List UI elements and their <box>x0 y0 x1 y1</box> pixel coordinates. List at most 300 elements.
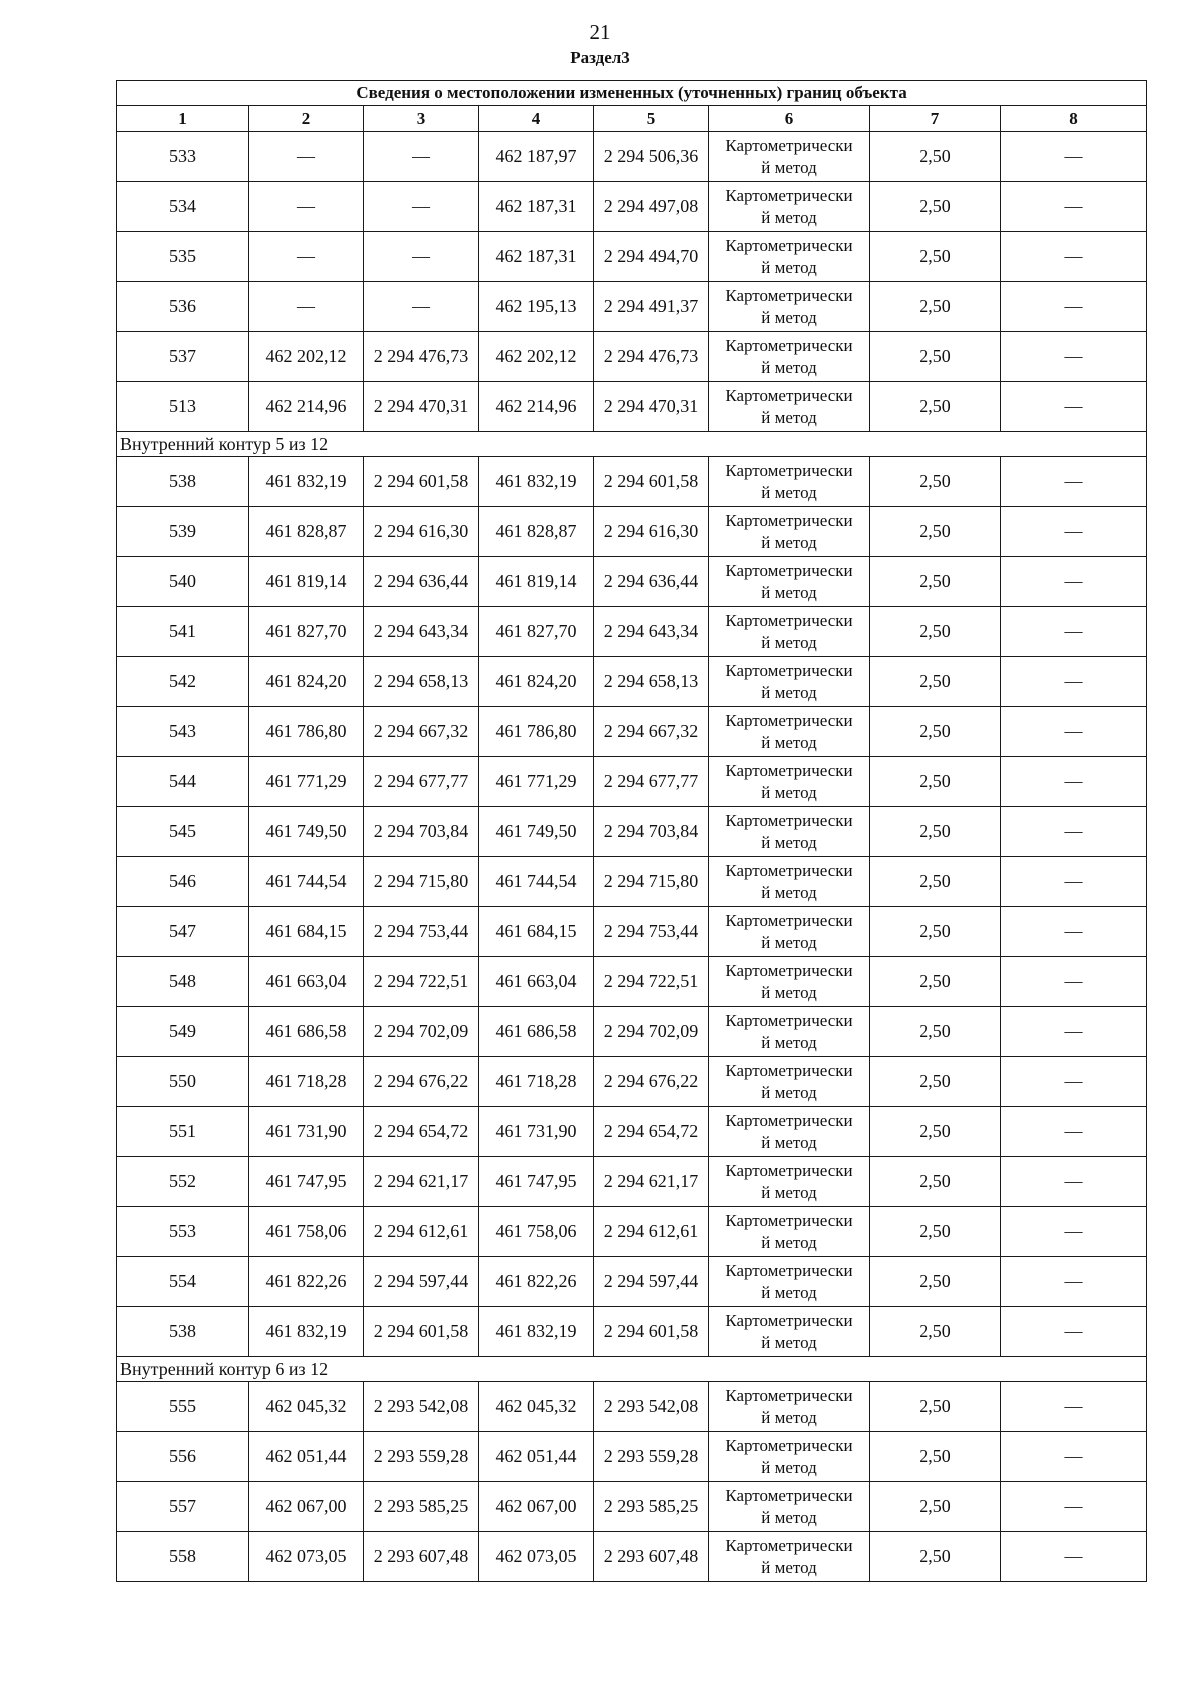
method-text-line1: Картометрически <box>725 1260 853 1280</box>
method-text-line2: й метод <box>761 732 817 752</box>
point-number-cell: 554 <box>117 1257 249 1307</box>
method-cell <box>709 1482 870 1532</box>
old-y-cell: 2 293 559,28 <box>364 1432 479 1482</box>
method-text-line2: й метод <box>761 407 817 427</box>
method-cell <box>709 232 870 282</box>
old-x-cell: 461 827,70 <box>249 607 364 657</box>
point-number-cell: 538 <box>117 1307 249 1357</box>
old-x-cell: 461 744,54 <box>249 857 364 907</box>
method-cell <box>709 1107 870 1157</box>
new-x-cell: 461 758,06 <box>479 1207 594 1257</box>
table-row <box>117 507 1147 557</box>
accuracy-cell: 2,50 <box>870 232 1001 282</box>
method-cell <box>709 857 870 907</box>
accuracy-cell: 2,50 <box>870 1532 1001 1582</box>
accuracy-cell: 2,50 <box>870 557 1001 607</box>
column-number: 8 <box>1001 106 1147 132</box>
point-number-cell: 551 <box>117 1107 249 1157</box>
old-x-cell: 461 832,19 <box>249 457 364 507</box>
method-text-line2: й метод <box>761 832 817 852</box>
accuracy-cell: 2,50 <box>870 1107 1001 1157</box>
contour-label: Внутренний контур 5 из 12 <box>117 432 1147 457</box>
table-row <box>117 807 1147 857</box>
method-text-line2: й метод <box>761 1457 817 1477</box>
new-y-cell: 2 294 636,44 <box>594 557 709 607</box>
method-cell <box>709 332 870 382</box>
method-text-line2: й метод <box>761 1132 817 1152</box>
old-x-cell: 461 824,20 <box>249 657 364 707</box>
new-y-cell: 2 294 601,58 <box>594 1307 709 1357</box>
point-number-cell: 550 <box>117 1057 249 1107</box>
method-cell <box>709 657 870 707</box>
method-text-line2: й метод <box>761 1507 817 1527</box>
method-text-line1: Картометрически <box>725 135 853 155</box>
table-row <box>117 1107 1147 1157</box>
method-text-line1: Картометрически <box>725 460 853 480</box>
method-text-line2: й метод <box>761 257 817 277</box>
new-x-cell: 462 187,31 <box>479 182 594 232</box>
old-y-cell: 2 294 722,51 <box>364 957 479 1007</box>
old-y-cell: 2 294 753,44 <box>364 907 479 957</box>
new-y-cell: 2 294 476,73 <box>594 332 709 382</box>
method-text-line2: й метод <box>761 307 817 327</box>
old-y-cell: 2 294 676,22 <box>364 1057 479 1107</box>
accuracy-cell: 2,50 <box>870 1382 1001 1432</box>
old-x-cell: 461 749,50 <box>249 807 364 857</box>
method-cell <box>709 1057 870 1107</box>
new-x-cell: 461 824,20 <box>479 657 594 707</box>
description-cell: — <box>1001 1157 1147 1207</box>
point-number-cell: 552 <box>117 1157 249 1207</box>
description-cell: — <box>1001 657 1147 707</box>
method-cell <box>709 1432 870 1482</box>
new-y-cell: 2 293 542,08 <box>594 1382 709 1432</box>
old-x-cell: 461 686,58 <box>249 1007 364 1057</box>
new-y-cell: 2 294 702,09 <box>594 1007 709 1057</box>
point-number-cell: 547 <box>117 907 249 957</box>
method-text-line2: й метод <box>761 1082 817 1102</box>
method-cell <box>709 282 870 332</box>
method-text-line1: Картометрически <box>725 335 853 355</box>
section-label: Раздел3 <box>570 48 630 67</box>
method-text-line1: Картометрически <box>725 185 853 205</box>
old-x-cell: 462 214,96 <box>249 382 364 432</box>
new-y-cell: 2 293 559,28 <box>594 1432 709 1482</box>
old-x-cell: 462 067,00 <box>249 1482 364 1532</box>
method-text-line2: й метод <box>761 982 817 1002</box>
new-x-cell: 461 819,14 <box>479 557 594 607</box>
old-x-cell: 461 684,15 <box>249 907 364 957</box>
table-row <box>117 1007 1147 1057</box>
method-cell <box>709 132 870 182</box>
table-row <box>117 1482 1147 1532</box>
method-text-line2: й метод <box>761 632 817 652</box>
new-x-cell: 462 073,05 <box>479 1532 594 1582</box>
point-number-cell: 536 <box>117 282 249 332</box>
new-x-cell: 461 832,19 <box>479 1307 594 1357</box>
new-y-cell: 2 294 506,36 <box>594 132 709 182</box>
point-number-cell: 542 <box>117 657 249 707</box>
new-x-cell: 462 187,31 <box>479 232 594 282</box>
contour-header-row <box>117 1357 1147 1382</box>
table-row <box>117 1432 1147 1482</box>
new-x-cell: 462 067,00 <box>479 1482 594 1532</box>
description-cell: — <box>1001 1007 1147 1057</box>
method-cell <box>709 1382 870 1432</box>
description-cell: — <box>1001 1057 1147 1107</box>
old-x-cell: — <box>249 282 364 332</box>
point-number-cell: 545 <box>117 807 249 857</box>
table-row <box>117 607 1147 657</box>
old-y-cell: 2 294 476,73 <box>364 332 479 382</box>
old-y-cell: 2 293 542,08 <box>364 1382 479 1432</box>
new-x-cell: 461 684,15 <box>479 907 594 957</box>
column-number: 2 <box>249 106 364 132</box>
table-row <box>117 457 1147 507</box>
old-x-cell: 462 073,05 <box>249 1532 364 1582</box>
accuracy-cell: 2,50 <box>870 457 1001 507</box>
method-text-line1: Картометрически <box>725 1060 853 1080</box>
old-y-cell: — <box>364 282 479 332</box>
method-text-line1: Картометрически <box>725 235 853 255</box>
method-text-line2: й метод <box>761 782 817 802</box>
new-x-cell: 462 202,12 <box>479 332 594 382</box>
old-y-cell: 2 294 601,58 <box>364 1307 479 1357</box>
column-number: 3 <box>364 106 479 132</box>
method-cell <box>709 757 870 807</box>
old-x-cell: 461 786,80 <box>249 707 364 757</box>
contour-label: Внутренний контур 6 из 12 <box>117 1357 1147 1382</box>
accuracy-cell: 2,50 <box>870 382 1001 432</box>
table-row <box>117 282 1147 332</box>
old-x-cell: 462 045,32 <box>249 1382 364 1432</box>
old-x-cell: 461 663,04 <box>249 957 364 1007</box>
point-number-cell: 533 <box>117 132 249 182</box>
new-x-cell: 461 828,87 <box>479 507 594 557</box>
old-x-cell: 462 051,44 <box>249 1432 364 1482</box>
description-cell: — <box>1001 282 1147 332</box>
new-x-cell: 461 822,26 <box>479 1257 594 1307</box>
accuracy-cell: 2,50 <box>870 182 1001 232</box>
point-number-cell: 534 <box>117 182 249 232</box>
new-x-cell: 461 747,95 <box>479 1157 594 1207</box>
method-text-line1: Картометрически <box>725 710 853 730</box>
column-number: 6 <box>709 106 870 132</box>
column-numbers-row <box>117 106 1147 132</box>
point-number-cell: 537 <box>117 332 249 382</box>
point-number-cell: 558 <box>117 1532 249 1582</box>
method-text-line2: й метод <box>761 157 817 177</box>
old-y-cell: 2 293 585,25 <box>364 1482 479 1532</box>
method-cell <box>709 1257 870 1307</box>
old-y-cell: 2 294 636,44 <box>364 557 479 607</box>
method-cell <box>709 1157 870 1207</box>
description-cell: — <box>1001 707 1147 757</box>
point-number-cell: 553 <box>117 1207 249 1257</box>
new-y-cell: 2 294 616,30 <box>594 507 709 557</box>
accuracy-cell: 2,50 <box>870 1157 1001 1207</box>
description-cell: — <box>1001 457 1147 507</box>
accuracy-cell: 2,50 <box>870 807 1001 857</box>
method-text-line2: й метод <box>761 932 817 952</box>
point-number-cell: 541 <box>117 607 249 657</box>
method-text-line2: й метод <box>761 357 817 377</box>
point-number-cell: 535 <box>117 232 249 282</box>
old-y-cell: 2 294 715,80 <box>364 857 479 907</box>
method-text-line1: Картометрически <box>725 560 853 580</box>
old-y-cell: — <box>364 132 479 182</box>
old-y-cell: 2 293 607,48 <box>364 1532 479 1582</box>
point-number-cell: 539 <box>117 507 249 557</box>
point-number-cell: 546 <box>117 857 249 907</box>
table-row <box>117 132 1147 182</box>
new-x-cell: 461 686,58 <box>479 1007 594 1057</box>
description-cell: — <box>1001 382 1147 432</box>
description-cell: — <box>1001 182 1147 232</box>
new-y-cell: 2 293 585,25 <box>594 1482 709 1532</box>
method-text-line2: й метод <box>761 1232 817 1252</box>
point-number-cell: 540 <box>117 557 249 607</box>
description-cell: — <box>1001 807 1147 857</box>
method-cell <box>709 557 870 607</box>
table-row <box>117 1207 1147 1257</box>
description-cell: — <box>1001 507 1147 557</box>
new-x-cell: 461 786,80 <box>479 707 594 757</box>
description-cell: — <box>1001 857 1147 907</box>
new-y-cell: 2 294 753,44 <box>594 907 709 957</box>
method-cell <box>709 707 870 757</box>
new-x-cell: 462 214,96 <box>479 382 594 432</box>
old-y-cell: 2 294 616,30 <box>364 507 479 557</box>
table-row <box>117 1057 1147 1107</box>
new-y-cell: 2 294 715,80 <box>594 857 709 907</box>
method-text-line1: Картометрически <box>725 660 853 680</box>
table-title-row <box>117 81 1147 106</box>
new-y-cell: 2 294 722,51 <box>594 957 709 1007</box>
new-y-cell: 2 294 676,22 <box>594 1057 709 1107</box>
table-row <box>117 557 1147 607</box>
description-cell: — <box>1001 1482 1147 1532</box>
accuracy-cell: 2,50 <box>870 907 1001 957</box>
new-x-cell: 461 718,28 <box>479 1057 594 1107</box>
accuracy-cell: 2,50 <box>870 957 1001 1007</box>
description-cell: — <box>1001 1207 1147 1257</box>
new-y-cell: 2 294 601,58 <box>594 457 709 507</box>
table-row <box>117 857 1147 907</box>
description-cell: — <box>1001 1107 1147 1157</box>
point-number-cell: 543 <box>117 707 249 757</box>
accuracy-cell: 2,50 <box>870 1482 1001 1532</box>
point-number-cell: 538 <box>117 457 249 507</box>
method-cell <box>709 382 870 432</box>
method-cell <box>709 807 870 857</box>
method-text-line1: Картометрически <box>725 1210 853 1230</box>
table-row <box>117 757 1147 807</box>
new-y-cell: 2 294 658,13 <box>594 657 709 707</box>
method-text-line2: й метод <box>761 882 817 902</box>
accuracy-cell: 2,50 <box>870 707 1001 757</box>
method-text-line1: Картометрически <box>725 760 853 780</box>
method-text-line1: Картометрически <box>725 1160 853 1180</box>
method-text-line1: Картометрически <box>725 1485 853 1505</box>
point-number-cell: 549 <box>117 1007 249 1057</box>
new-x-cell: 461 832,19 <box>479 457 594 507</box>
point-number-cell: 513 <box>117 382 249 432</box>
description-cell: — <box>1001 1532 1147 1582</box>
accuracy-cell: 2,50 <box>870 1432 1001 1482</box>
method-text-line1: Картометрически <box>725 610 853 630</box>
old-x-cell: 461 758,06 <box>249 1207 364 1257</box>
old-y-cell: 2 294 597,44 <box>364 1257 479 1307</box>
description-cell: — <box>1001 132 1147 182</box>
old-x-cell: 461 747,95 <box>249 1157 364 1207</box>
point-number-cell: 556 <box>117 1432 249 1482</box>
new-x-cell: 461 771,29 <box>479 757 594 807</box>
table-row <box>117 907 1147 957</box>
method-text-line1: Картометрически <box>725 385 853 405</box>
table-row <box>117 382 1147 432</box>
new-x-cell: 462 187,97 <box>479 132 594 182</box>
accuracy-cell: 2,50 <box>870 282 1001 332</box>
column-number: 5 <box>594 106 709 132</box>
page-number: 21 <box>589 20 611 44</box>
method-text-line2: й метод <box>761 482 817 502</box>
point-number-cell: 544 <box>117 757 249 807</box>
method-cell <box>709 1007 870 1057</box>
new-x-cell: 461 749,50 <box>479 807 594 857</box>
table-row <box>117 232 1147 282</box>
new-y-cell: 2 294 597,44 <box>594 1257 709 1307</box>
method-text-line2: й метод <box>761 582 817 602</box>
method-text-line2: й метод <box>761 207 817 227</box>
old-y-cell: — <box>364 182 479 232</box>
method-text-line1: Картометрически <box>725 910 853 930</box>
new-y-cell: 2 294 643,34 <box>594 607 709 657</box>
new-y-cell: 2 294 677,77 <box>594 757 709 807</box>
accuracy-cell: 2,50 <box>870 332 1001 382</box>
new-x-cell: 462 045,32 <box>479 1382 594 1432</box>
new-x-cell: 461 731,90 <box>479 1107 594 1157</box>
new-y-cell: 2 294 654,72 <box>594 1107 709 1157</box>
table-title: Сведения о местоположении измененных (уточненных) границ объекта <box>117 81 1147 106</box>
method-text-line2: й метод <box>761 1332 817 1352</box>
old-x-cell: 461 731,90 <box>249 1107 364 1157</box>
table-row <box>117 1307 1147 1357</box>
new-x-cell: 461 827,70 <box>479 607 594 657</box>
method-text-line1: Картометрически <box>725 1010 853 1030</box>
old-x-cell: 461 819,14 <box>249 557 364 607</box>
method-text-line2: й метод <box>761 532 817 552</box>
accuracy-cell: 2,50 <box>870 1007 1001 1057</box>
point-number-cell: 548 <box>117 957 249 1007</box>
method-text-line2: й метод <box>761 1282 817 1302</box>
description-cell: — <box>1001 1257 1147 1307</box>
method-text-line1: Картометрически <box>725 1110 853 1130</box>
description-cell: — <box>1001 907 1147 957</box>
table-row <box>117 707 1147 757</box>
description-cell: — <box>1001 1432 1147 1482</box>
old-x-cell: 461 832,19 <box>249 1307 364 1357</box>
table-row <box>117 1382 1147 1432</box>
old-y-cell: 2 294 654,72 <box>364 1107 479 1157</box>
method-text-line1: Картометрически <box>725 960 853 980</box>
method-text-line1: Картометрически <box>725 860 853 880</box>
old-x-cell: — <box>249 232 364 282</box>
description-cell: — <box>1001 332 1147 382</box>
table-row <box>117 1157 1147 1207</box>
description-cell: — <box>1001 607 1147 657</box>
table-row <box>117 1257 1147 1307</box>
old-x-cell: 461 718,28 <box>249 1057 364 1107</box>
old-y-cell: 2 294 667,32 <box>364 707 479 757</box>
new-x-cell: 461 663,04 <box>479 957 594 1007</box>
method-text-line1: Картометрически <box>725 285 853 305</box>
accuracy-cell: 2,50 <box>870 857 1001 907</box>
method-text-line1: Картометрически <box>725 1310 853 1330</box>
method-text-line2: й метод <box>761 1032 817 1052</box>
table-row <box>117 182 1147 232</box>
point-number-cell: 555 <box>117 1382 249 1432</box>
boundary-coordinates-table <box>116 80 1147 1582</box>
old-x-cell: — <box>249 132 364 182</box>
old-x-cell: — <box>249 182 364 232</box>
table-row <box>117 957 1147 1007</box>
new-x-cell: 462 195,13 <box>479 282 594 332</box>
old-y-cell: 2 294 703,84 <box>364 807 479 857</box>
accuracy-cell: 2,50 <box>870 607 1001 657</box>
method-text-line1: Картометрически <box>725 1435 853 1455</box>
table-body <box>117 132 1147 1582</box>
old-x-cell: 461 828,87 <box>249 507 364 557</box>
accuracy-cell: 2,50 <box>870 757 1001 807</box>
table-row <box>117 332 1147 382</box>
new-y-cell: 2 294 667,32 <box>594 707 709 757</box>
accuracy-cell: 2,50 <box>870 132 1001 182</box>
table-row <box>117 657 1147 707</box>
method-cell <box>709 182 870 232</box>
contour-header-row <box>117 432 1147 457</box>
old-y-cell: — <box>364 232 479 282</box>
old-y-cell: 2 294 470,31 <box>364 382 479 432</box>
method-text-line2: й метод <box>761 1557 817 1577</box>
new-y-cell: 2 294 497,08 <box>594 182 709 232</box>
method-cell <box>709 1532 870 1582</box>
old-y-cell: 2 294 702,09 <box>364 1007 479 1057</box>
method-text-line2: й метод <box>761 1407 817 1427</box>
old-x-cell: 461 771,29 <box>249 757 364 807</box>
method-text-line2: й метод <box>761 682 817 702</box>
accuracy-cell: 2,50 <box>870 1257 1001 1307</box>
method-cell <box>709 507 870 557</box>
point-number-cell: 557 <box>117 1482 249 1532</box>
accuracy-cell: 2,50 <box>870 657 1001 707</box>
old-x-cell: 462 202,12 <box>249 332 364 382</box>
method-cell <box>709 957 870 1007</box>
method-text-line1: Картометрически <box>725 1535 853 1555</box>
new-x-cell: 461 744,54 <box>479 857 594 907</box>
new-y-cell: 2 294 621,17 <box>594 1157 709 1207</box>
old-y-cell: 2 294 658,13 <box>364 657 479 707</box>
accuracy-cell: 2,50 <box>870 1307 1001 1357</box>
accuracy-cell: 2,50 <box>870 1207 1001 1257</box>
method-text-line1: Картометрически <box>725 1385 853 1405</box>
old-y-cell: 2 294 612,61 <box>364 1207 479 1257</box>
new-y-cell: 2 294 491,37 <box>594 282 709 332</box>
old-y-cell: 2 294 621,17 <box>364 1157 479 1207</box>
column-number: 4 <box>479 106 594 132</box>
new-y-cell: 2 294 470,31 <box>594 382 709 432</box>
method-text-line2: й метод <box>761 1182 817 1202</box>
